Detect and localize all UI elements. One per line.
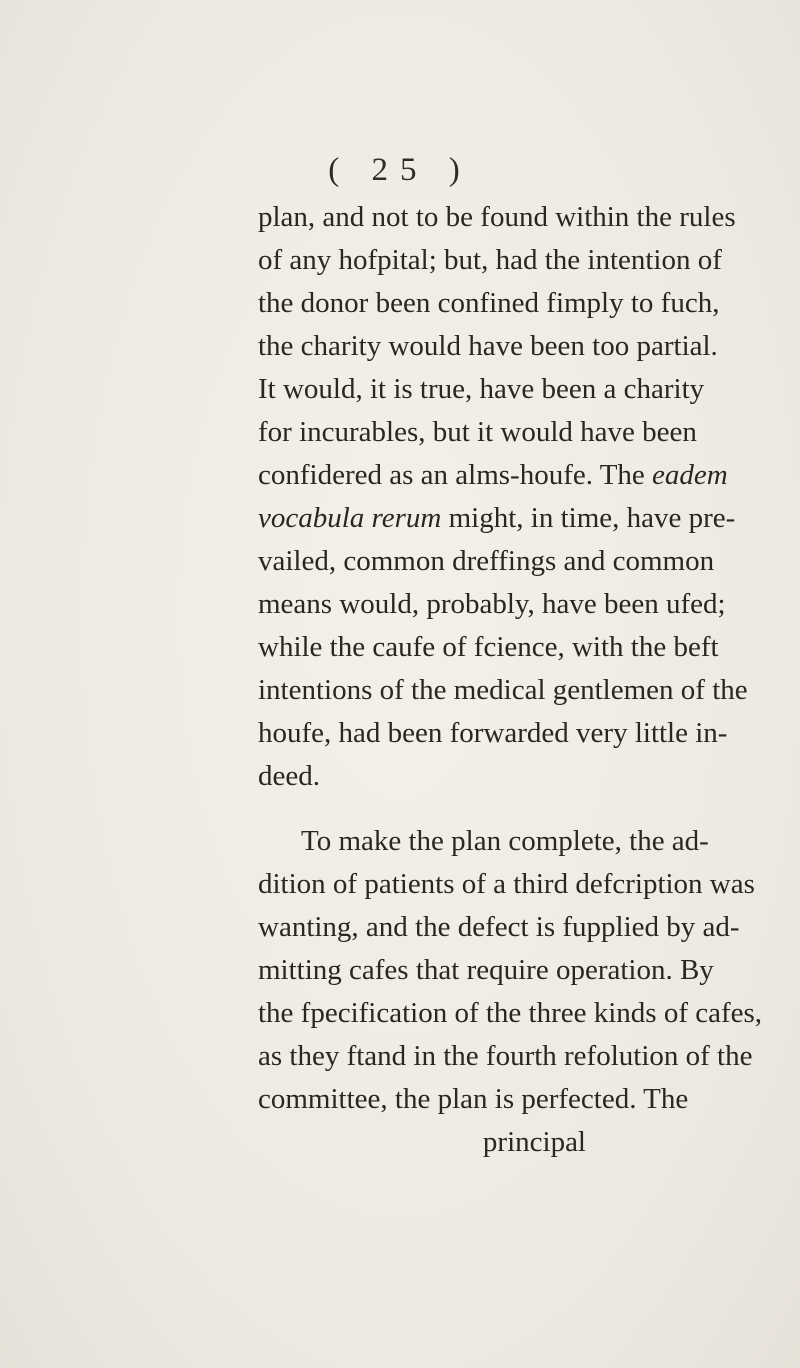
text-line: while the caufe of fcience, with the beft bbox=[258, 631, 719, 663]
text-line: It would, it is true, have been a charity bbox=[258, 373, 705, 405]
text-line: the charity would have been too partial. bbox=[258, 330, 718, 362]
text-line: intentions of the medical gentlemen of the bbox=[258, 674, 748, 706]
text-line: To make the plan complete, the ad- bbox=[301, 825, 709, 857]
text-line: as they ftand in the fourth refolution of the bbox=[258, 1040, 753, 1072]
text-line: confidered as an alms-houfe. The eadem bbox=[258, 459, 728, 491]
page-number: ( 25 ) bbox=[328, 152, 472, 188]
text-line: wanting, and the defect is fupplied by ad- bbox=[258, 911, 740, 943]
text-line: committee, the plan is perfected. The bbox=[258, 1083, 689, 1115]
text-line: houfe, had been forwarded very little in- bbox=[258, 717, 728, 749]
text-line: mitting cafes that require operation. By bbox=[258, 954, 714, 986]
text-line: the fpecification of the three kinds of cafes, bbox=[258, 997, 763, 1029]
text-line: deed. bbox=[258, 760, 320, 792]
text-line: dition of patients of a third defcription was bbox=[258, 868, 755, 900]
text-line: the donor been confined fimply to fuch, bbox=[258, 287, 720, 319]
text-line: of any hofpital; but, had the intention of bbox=[258, 244, 722, 276]
text-line: plan, and not to be found within the rules bbox=[258, 201, 736, 233]
text-line: means would, probably, have been ufed; bbox=[258, 588, 726, 620]
text-line: vocabula rerum might, in time, have pre- bbox=[258, 502, 736, 534]
text-line: vailed, common dreffings and common bbox=[258, 545, 715, 577]
catchword: principal bbox=[482, 1126, 586, 1158]
text-line: for incurables, but it would have been bbox=[258, 416, 697, 448]
